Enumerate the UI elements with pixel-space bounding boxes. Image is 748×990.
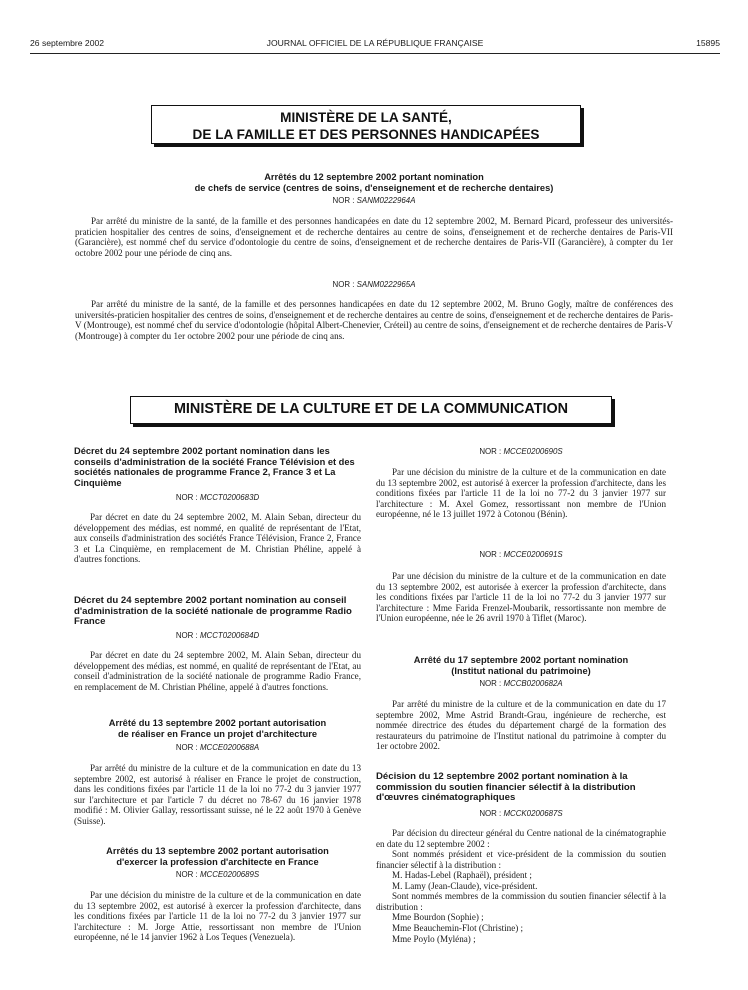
left-decret2-nor bbox=[74, 630, 361, 641]
nor-code: MCCK0200687S bbox=[503, 809, 563, 818]
right-decision3-title: Décision du 12 septembre 2002 portant nomination à la commission du soutien financier sélectif à la distribution d'œuvres cinématographiques bbox=[376, 771, 636, 804]
nor-prefix: NOR : bbox=[479, 679, 504, 688]
right-arrete-paragraph: Par arrêté du ministre de la culture et de la communication en date du 17 septembre 2002, Mme Astrid Brandt-Grau, ingénieure de recherche, est nommée directrice des études du département chargé de la formation des restaurateurs du patrimoine de l'Institut national du patrimoine à compter du 1er octobre 2002. bbox=[376, 699, 666, 751]
right-decision3-body bbox=[376, 828, 666, 945]
nor-prefix: NOR : bbox=[332, 196, 357, 205]
nor-prefix: NOR : bbox=[479, 447, 504, 456]
decision3-members-intro: Sont nommés membres de la commission du soutien financier sélectif à la distribution : bbox=[376, 891, 666, 912]
nor-code: MCCE0200691S bbox=[503, 550, 563, 559]
list-item: Mme Bourdon (Sophie) ; bbox=[392, 912, 484, 923]
decision3-intro: Par décision du directeur général du Centre national de la cinématographie en date du 12 septembre 2002 : bbox=[376, 828, 666, 849]
nor-code: MCCE0200689S bbox=[199, 870, 260, 879]
header-rule bbox=[30, 53, 720, 54]
left-arrete2-title bbox=[74, 846, 361, 867]
list-item: M. Hadas-Lebel (Raphaël), président ; bbox=[392, 870, 532, 880]
right-arrete-nor bbox=[376, 678, 666, 689]
decision3-president-intro: Sont nommés président et vice-président de la commission du soutien financier sélectif à la distribution : bbox=[376, 849, 666, 870]
nor-code: MCCT0200684D bbox=[199, 631, 260, 640]
left-arrete2-nor bbox=[74, 869, 361, 880]
left-arrete1-paragraph: Par arrêté du ministre de la culture et de la communication en date du 13 septembre 2002, est autorisé à réaliser en France le projet de construction, dans les conditions fixées par l'article 11 de la loi no 77-2 du 3 janvier 1977 sur l'architecture et par l'article 7 du décret no 78-67 du 16 janvier 1978 modifié : M. Olivier Gallay, ressortissant suisse, né le 22 août 1970 à Genève (Suisse). bbox=[74, 763, 361, 826]
right-decision2-paragraph: Par une décision du ministre de la culture et de la communication en date du 13 septembre 2002, est autorisée à exercer la profession d'architecte, dans les conditions fixées par l'article 11 de la loi no 77-2 du 3 janvier 1977 sur l'architecture : Mme Farida Frenzel-Moubarik, ressortissante non membre de l'Union européenne, née le 26 avril 1970 à Tiflet (Maroc). bbox=[376, 571, 666, 623]
sante-title-line2: de chefs de service (centres de soins, d'enseignement et de recherche dentaires) bbox=[194, 182, 554, 193]
nor-prefix: NOR : bbox=[479, 550, 504, 559]
nor-prefix: NOR : bbox=[175, 870, 200, 879]
arrete1-title-line2: de réaliser en France un projet d'architecture bbox=[117, 728, 318, 739]
nor-code: MCCT0200683D bbox=[199, 493, 260, 502]
nor-code: SANM0222964A bbox=[356, 196, 416, 205]
right-arrete-title bbox=[376, 655, 666, 676]
ministry-culture-heading: MINISTÈRE DE LA CULTURE ET DE LA COMMUNICATION bbox=[130, 396, 612, 424]
list-item: Mme Poylo (Myléna) ; bbox=[392, 933, 476, 944]
sante-act-title bbox=[86, 172, 662, 193]
left-arrete1-title bbox=[74, 718, 361, 739]
left-decret2-title: Décret du 24 septembre 2002 portant nomination au conseil d'administration de la société nationale de programme Radio France bbox=[74, 595, 352, 628]
list-item: Mme Beauchemin-Flot (Christine) ; bbox=[392, 923, 524, 934]
ministry-sante-heading bbox=[151, 105, 581, 144]
sante-paragraph-1: Par arrêté du ministre de la santé, de la famille et des personnes handicapées en date du 12 septembre 2002, M. Bernard Picard, professeur des universités-praticien hospitalier des centres de soins, d'enseignement et de recherche dentaires au centre de soins, d'enseignement et de recherche dentaires de Paris-VII (Garancière), est nommé chef du service d'odontologie du centre de soins, d'enseignement et de recherche dentaires de Paris-VII (Garancière), à compter du 1er octobre 2002 pour une période de cinq ans. bbox=[75, 216, 673, 258]
left-decret1-nor bbox=[74, 492, 361, 503]
nor-prefix: NOR : bbox=[175, 743, 200, 752]
sante-title-line1: Arrêtés du 12 septembre 2002 portant nomination bbox=[264, 172, 484, 182]
arrete2-title-line2: d'exercer la profession d'architecte en France bbox=[116, 856, 319, 867]
left-decret1-paragraph: Par décret en date du 24 septembre 2002, M. Alain Seban, directeur du développement des médias, est nommé, en qualité de représentant de l'Etat, aux conseils d'administration des sociétés France Télévision, France 2, France 3 et La Cinquième, en remplacement de M. Christian Phéline, appelé à d'autres fonctions. bbox=[74, 512, 361, 564]
ministry-sante-line1: MINISTÈRE DE LA SANTÉ, bbox=[280, 110, 452, 125]
nor-code: MCCE0200688A bbox=[199, 743, 260, 752]
header-journal-title: JOURNAL OFFICIEL DE LA RÉPUBLIQUE FRANÇAISE bbox=[266, 38, 484, 48]
nor-prefix: NOR : bbox=[479, 809, 504, 818]
right-decision3-nor bbox=[376, 808, 666, 819]
nor-code: MCCE0200690S bbox=[503, 447, 563, 456]
nor-prefix: NOR : bbox=[175, 493, 200, 502]
left-decret1-title: Décret du 24 septembre 2002 portant nomination dans les conseils d'administration de la société France Télévision et des sociétés nationales de programme France 2, France 3 et La Cinquième bbox=[74, 446, 355, 488]
list-item: M. Lamy (Jean-Claude), vice-président. bbox=[392, 880, 538, 891]
arrete3-title-line1: Arrêté du 17 septembre 2002 portant nomination bbox=[413, 655, 629, 665]
right-decision2-nor bbox=[376, 549, 666, 560]
left-decret2-paragraph: Par décret en date du 24 septembre 2002, M. Alain Seban, directeur du développement des médias, est nommé, en qualité de représentant de l'Etat, au conseil d'administration de la société nationale de programme Radio France, en remplacement de M. Christian Phéline, appelé à d'autres fonctions. bbox=[74, 650, 361, 692]
right-decision1-paragraph: Par une décision du ministre de la culture et de la communication en date du 13 septembre 2002, est autorisé à exercer la profession d'architecte, dans les conditions fixées par l'article 11 de la loi no 77-2 du 3 janvier 1977 sur l'architecture : M. Axel Gomez, ressortissant non membre de l'Union européenne, né le 13 juillet 1972 à Cotonou (Bénin). bbox=[376, 467, 666, 519]
left-arrete2-paragraph: Par une décision du ministre de la culture et de la communication en date du 13 septembre 2002, est autorisé à exercer la profession d'architecte, dans les conditions fixées par l'article 11 de la loi no 77-2 du 3 janvier 1977 sur l'architecture : M. Jorge Attie, ressortissant non membre de l'Union européenne, né le 14 janvier 1962 à Los Teques (Venezuela). bbox=[74, 890, 361, 942]
arrete2-title-line1: Arrêtés du 13 septembre 2002 portant autorisation bbox=[106, 846, 329, 856]
nor-code: SANM0222965A bbox=[356, 280, 416, 289]
sante-nor-2 bbox=[86, 279, 662, 290]
sante-paragraph-2: Par arrêté du ministre de la santé, de la famille et des personnes handicapées en date du 12 septembre 2002, M. Bruno Gogly, maître de conférences des universités-praticien hospitalier des centres de soins, d'enseignement et de recherche dentaires au centre de soins, d'enseignement et de recherche dentaires de Paris-V (Montrouge), est nommé chef du service d'odontologie (hôpital Albert-Chenevier, Créteil) au centre de soins, d'enseignement et de recherche dentaires de Paris-V (Montrouge) à compter du 1er octobre 2002 pour une période de cinq ans. bbox=[75, 299, 673, 341]
right-decision1-nor bbox=[376, 446, 666, 457]
running-header bbox=[30, 38, 720, 52]
arrete1-title-line1: Arrêté du 13 septembre 2002 portant autorisation bbox=[108, 718, 327, 728]
sante-nor-1 bbox=[86, 195, 662, 206]
header-page-number: 15895 bbox=[696, 38, 720, 48]
ministry-sante-line2: DE LA FAMILLE ET DES PERSONNES HANDICAPÉES bbox=[192, 127, 540, 142]
left-arrete1-nor bbox=[74, 742, 361, 753]
nor-prefix: NOR : bbox=[175, 631, 200, 640]
arrete3-title-line2: (Institut national du patrimoine) bbox=[451, 665, 591, 676]
nor-prefix: NOR : bbox=[332, 280, 357, 289]
nor-code: MCCB0200682A bbox=[503, 679, 563, 688]
header-date: 26 septembre 2002 bbox=[30, 38, 105, 48]
